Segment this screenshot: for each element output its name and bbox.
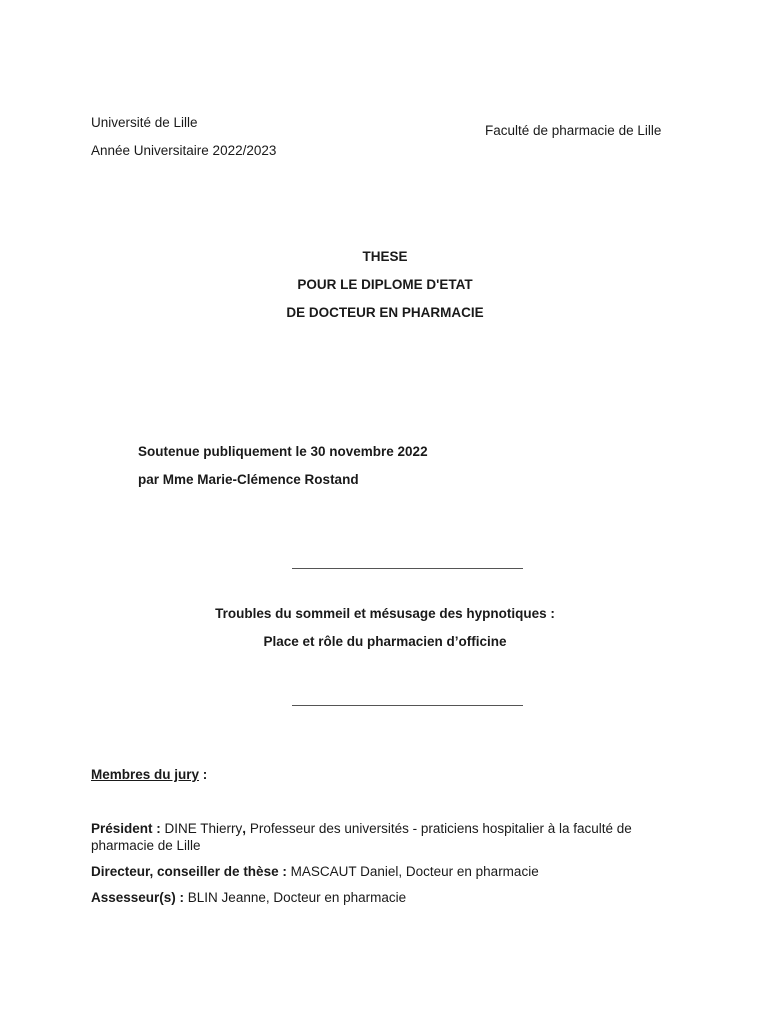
jury-heading-text: Membres du jury (91, 767, 200, 782)
academic-year: Année Universitaire 2022/2023 (91, 143, 277, 158)
president-name: DINE Thierry (160, 821, 243, 836)
president-detail: Professeur des universités - praticiens hospitalier à la faculté de pharmacie de Lille (91, 821, 632, 853)
thesis-title-line1: Troubles du sommeil et mésusage des hypnotiques : (215, 606, 555, 621)
director-role: Directeur, conseiller de thèse : (91, 864, 287, 879)
president-comma: , (242, 821, 247, 836)
defense-date: Soutenue publiquement le 30 novembre 2022 (138, 444, 428, 459)
author-line: par Mme Marie-Clémence Rostand (138, 472, 359, 487)
thesis-label: THESE (362, 249, 408, 264)
thesis-title-line2: Place et rôle du pharmacien d’officine (263, 634, 507, 649)
assessor-role: Assesseur(s) : (91, 890, 185, 905)
diploma-label: POUR LE DIPLOME D'ETAT (297, 277, 473, 292)
jury-assessor (91, 890, 691, 907)
jury-president (91, 821, 691, 855)
faculty-name: Faculté de pharmacie de Lille (485, 123, 662, 138)
jury-director (91, 864, 691, 881)
doctor-label: DE DOCTEUR EN PHARMACIE (286, 305, 484, 320)
assessor-detail: BLIN Jeanne, Docteur en pharmacie (184, 890, 407, 905)
jury-heading-colon: : (199, 767, 208, 782)
bottom-divider (292, 705, 523, 706)
jury-heading (91, 767, 207, 784)
university-name: Université de Lille (91, 115, 198, 130)
top-divider (292, 568, 523, 569)
director-detail: MASCAUT Daniel, Docteur en pharmacie (286, 864, 539, 879)
president-role: Président : (91, 821, 161, 836)
